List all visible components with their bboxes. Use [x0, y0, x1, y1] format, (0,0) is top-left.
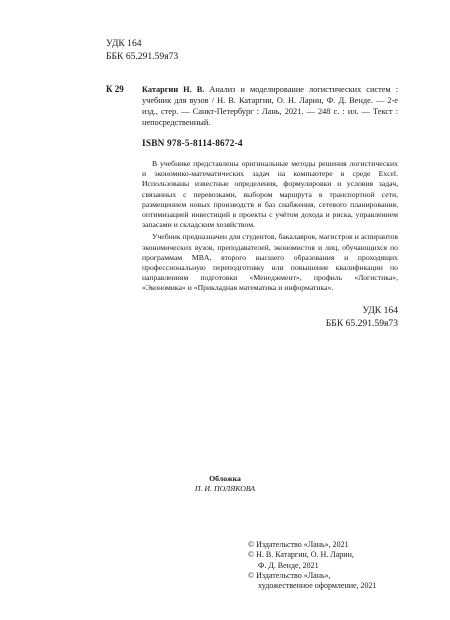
- author-mark: К 29: [106, 84, 124, 94]
- copyright-line: Ф. Д. Венде, 2021: [258, 560, 319, 570]
- bibliographic-entry: [106, 84, 398, 128]
- cover-label: Обложка: [209, 474, 241, 483]
- bbk-code: ББК 65.291.59я73: [106, 50, 179, 62]
- copyright-line: © Издательство «Лань»,: [248, 570, 331, 580]
- cover-credit: [0, 474, 450, 494]
- udk-code: УДК 164: [362, 305, 398, 316]
- bibliographic-description: [142, 84, 398, 128]
- bbk-code: ББК 65.291.59я73: [325, 317, 398, 329]
- annotation-paragraph: В учебнике представлены оригинальные методы решения логистических и экономико-математических задач на компьютере в среде Excel. Использованы известные определения, формулировки и условия задач, связанных с перевозками, выбором маршрута в транспортной сети, размещением новых производств и баз снабжения, сетевого планирования, оптимизацией инвестиций в проекты с учётом дохода и риска, управлением запасами и складским хозяйством.: [142, 159, 398, 230]
- udk-code: УДК 164: [106, 38, 142, 49]
- copyright-line: © Издательство «Лань», 2021: [248, 540, 349, 549]
- entry-author: Катаргин Н. В.: [142, 85, 205, 94]
- classification-bottom: [326, 305, 398, 330]
- annotation: [142, 159, 398, 296]
- annotation-paragraph: Учебник предназначен для студентов, бакалавров, магистров и аспирантов экономических вузов, преподавателей, экономистов и лиц, обучающихся по программам MBA, второго высшего образования и проходящих профессиональную переподготовку или повышение квалификации по направлениям подготовки «Менеджмент», профиль «Логистика», «Экономика» и «Прикладная математика и информатика».: [142, 232, 398, 293]
- cover-designer: П. И. ПОЛЯКОВА: [194, 484, 256, 493]
- entry-text: Анализ и моделирование логистических систем : учебник для вузов / Н. В. Катаргин, О. Н. Ларин, Ф. Д. Венде. — 2-е изд., стер. — Санкт-Петербург : Лань, 2021. — 248 с. : ил. — Текст : непосредственный.: [142, 85, 398, 127]
- copyright-line: © Н. В. Катаргин, О. Н. Ларин,: [248, 550, 354, 560]
- copyright-block: [248, 540, 377, 591]
- classification-top: [106, 38, 178, 63]
- copyright-line: художественное оформление, 2021: [258, 581, 377, 591]
- isbn: ISBN 978-5-8114-8672-4: [142, 139, 243, 149]
